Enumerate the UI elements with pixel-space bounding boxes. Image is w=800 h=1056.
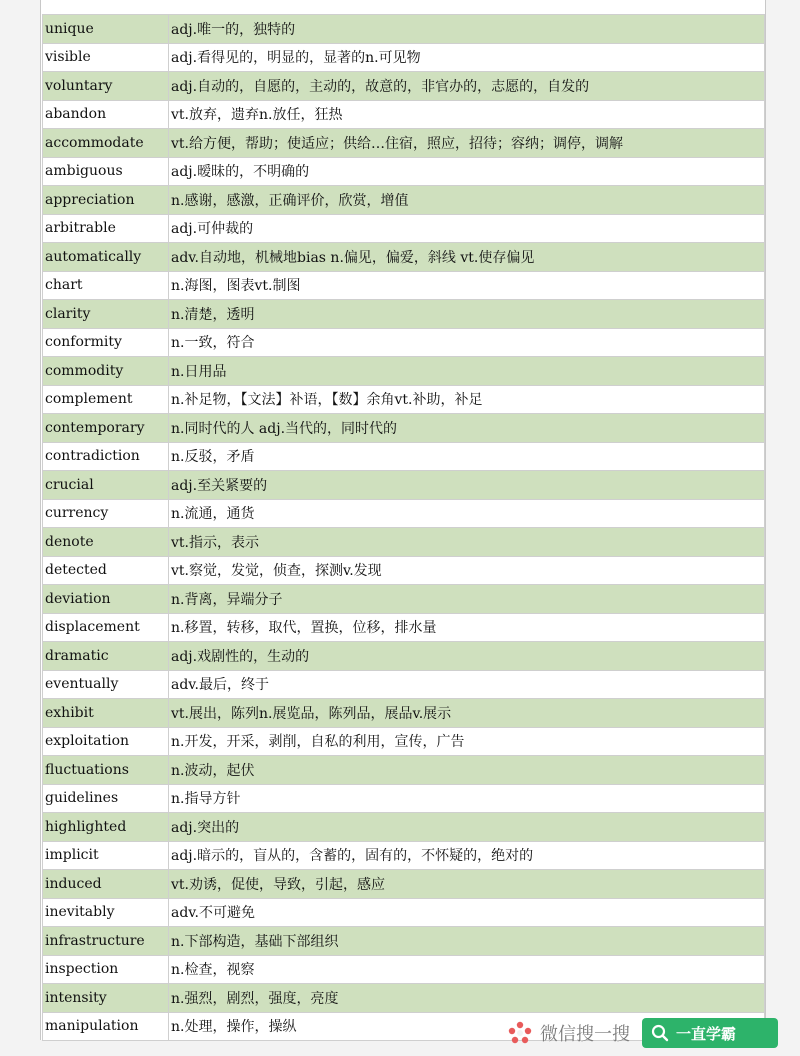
vocab-word: exhibit [43,699,169,728]
vocab-definition: n.检查，视察 [169,955,765,984]
vocab-definition: adj.看得见的，明显的，显著的n.可见物 [169,43,765,72]
vocab-definition: n.同时代的人 adj.当代的，同时代的 [169,414,765,443]
table-row [43,528,765,557]
table-row [43,43,765,72]
table-row [43,898,765,927]
table-row [43,157,765,186]
vocab-word: eventually [43,670,169,699]
vocab-definition: adj.暧昧的，不明确的 [169,157,765,186]
table-row [43,214,765,243]
table-row [43,699,765,728]
table-row [43,72,765,101]
table-row [43,471,765,500]
vocab-word: contemporary [43,414,169,443]
vocab-word: manipulation [43,1012,169,1041]
vocab-definition: vt.放弃，遗弃n.放任，狂热 [169,100,765,129]
vocab-word: accommodate [43,129,169,158]
table-row [43,243,765,272]
table-row [43,784,765,813]
vocab-word: intensity [43,984,169,1013]
search-button[interactable] [642,1018,778,1048]
vocab-word: conformity [43,328,169,357]
table-row [43,813,765,842]
table-row [43,585,765,614]
table-row [43,357,765,386]
vocab-definition: adv.最后，终于 [169,670,765,699]
table-row [43,756,765,785]
vocab-definition: n.感谢，感激，正确评价，欣赏，增值 [169,186,765,215]
vocab-word: visible [43,43,169,72]
vocab-definition: vt.劝诱，促使，导致，引起，感应 [169,870,765,899]
vocab-word: fluctuations [43,756,169,785]
vocab-word: denote [43,528,169,557]
table-row [43,613,765,642]
vocab-word: automatically [43,243,169,272]
vocab-definition: adj.戏剧性的，生动的 [169,642,765,671]
vocab-word: detected [43,556,169,585]
table-row [43,385,765,414]
vocab-word: implicit [43,841,169,870]
vocab-definition: vt.指示，表示 [169,528,765,557]
table-row [43,841,765,870]
wechat-search-logo-icon [506,1019,534,1047]
vocab-word: crucial [43,471,169,500]
vocab-definition: vt.展出，陈列n.展览品，陈列品，展品v.展示 [169,699,765,728]
vocab-definition: n.一致，符合 [169,328,765,357]
vocab-word: clarity [43,300,169,329]
table-row [43,642,765,671]
vocab-word: inspection [43,955,169,984]
vocab-definition: adj.唯一的，独特的 [169,15,765,44]
table-row [43,271,765,300]
vocab-definition: adj.暗示的，盲从的，含蓄的，固有的，不怀疑的，绝对的 [169,841,765,870]
vocab-definition: vt.察觉，发觉，侦查，探测v.发现 [169,556,765,585]
vocab-definition: n.补足物，【文法】补语，【数】余角vt.补助，补足 [169,385,765,414]
vocab-definition: n.海图，图表vt.制图 [169,271,765,300]
vocab-definition: vt.给方便，帮助；使适应；供给…住宿，照应，招待；容纳；调停，调解 [169,129,765,158]
vocab-word: voluntary [43,72,169,101]
vocab-definition: adj.自动的，自愿的，主动的，故意的，非官办的，志愿的，自发的 [169,72,765,101]
vocab-definition: n.日用品 [169,357,765,386]
table-row [43,328,765,357]
vocab-word: contradiction [43,442,169,471]
vocab-definition: n.下部构造，基础下部组织 [169,927,765,956]
vocab-definition: n.背离，异端分子 [169,585,765,614]
vocab-word: dramatic [43,642,169,671]
vocab-definition: adj.突出的 [169,813,765,842]
vocab-definition: adv.不可避免 [169,898,765,927]
vocab-word: inevitably [43,898,169,927]
vocab-definition: n.波动，起伏 [169,756,765,785]
vocab-word: unique [43,15,169,44]
vocab-word: complement [43,385,169,414]
table-row [43,129,765,158]
vocab-word: exploitation [43,727,169,756]
table-row [43,15,765,44]
table-row [43,414,765,443]
vocab-word: currency [43,499,169,528]
vocab-word: infrastructure [43,927,169,956]
table-row [43,984,765,1013]
vocab-definition: n.强烈，剧烈，强度，亮度 [169,984,765,1013]
vocab-word: abandon [43,100,169,129]
vocab-definition: adj.可仲裁的 [169,214,765,243]
table-row [43,955,765,984]
table-row [43,670,765,699]
vocab-word: appreciation [43,186,169,215]
table-row [43,499,765,528]
vocab-word: arbitrable [43,214,169,243]
vocab-word: ambiguous [43,157,169,186]
vocab-definition: n.流通，通货 [169,499,765,528]
table-row [43,100,765,129]
table-row [43,870,765,899]
vocab-definition: adv.自动地，机械地bias n.偏见，偏爱，斜线 vt.使存偏见 [169,243,765,272]
table-row [43,186,765,215]
vocab-word: chart [43,271,169,300]
vocab-definition: n.清楚，透明 [169,300,765,329]
vocab-word: commodity [43,357,169,386]
vocab-definition: n.指导方针 [169,784,765,813]
search-icon [650,1023,670,1043]
table-row [43,442,765,471]
vocab-word: highlighted [43,813,169,842]
vocab-definition: n.处理，操作，操纵 [169,1012,765,1041]
vocab-word: guidelines [43,784,169,813]
table-row [43,927,765,956]
wechat-search-watermark[interactable] [500,1016,800,1050]
table-row [43,727,765,756]
vocabulary-table [42,14,765,1041]
table-row [43,556,765,585]
watermark-text: 微信搜一搜 [540,1024,630,1045]
vocab-word: induced [43,870,169,899]
vocab-definition: n.开发，开采，剥削，自私的利用，宣传，广告 [169,727,765,756]
table-row [43,300,765,329]
search-button-label: 一直学霸 [676,1024,737,1043]
vocab-definition: adj.至关紧要的 [169,471,765,500]
vocab-definition: n.移置，转移，取代，置换，位移，排水量 [169,613,765,642]
vocab-word: deviation [43,585,169,614]
vocab-word: displacement [43,613,169,642]
vocab-definition: n.反驳，矛盾 [169,442,765,471]
